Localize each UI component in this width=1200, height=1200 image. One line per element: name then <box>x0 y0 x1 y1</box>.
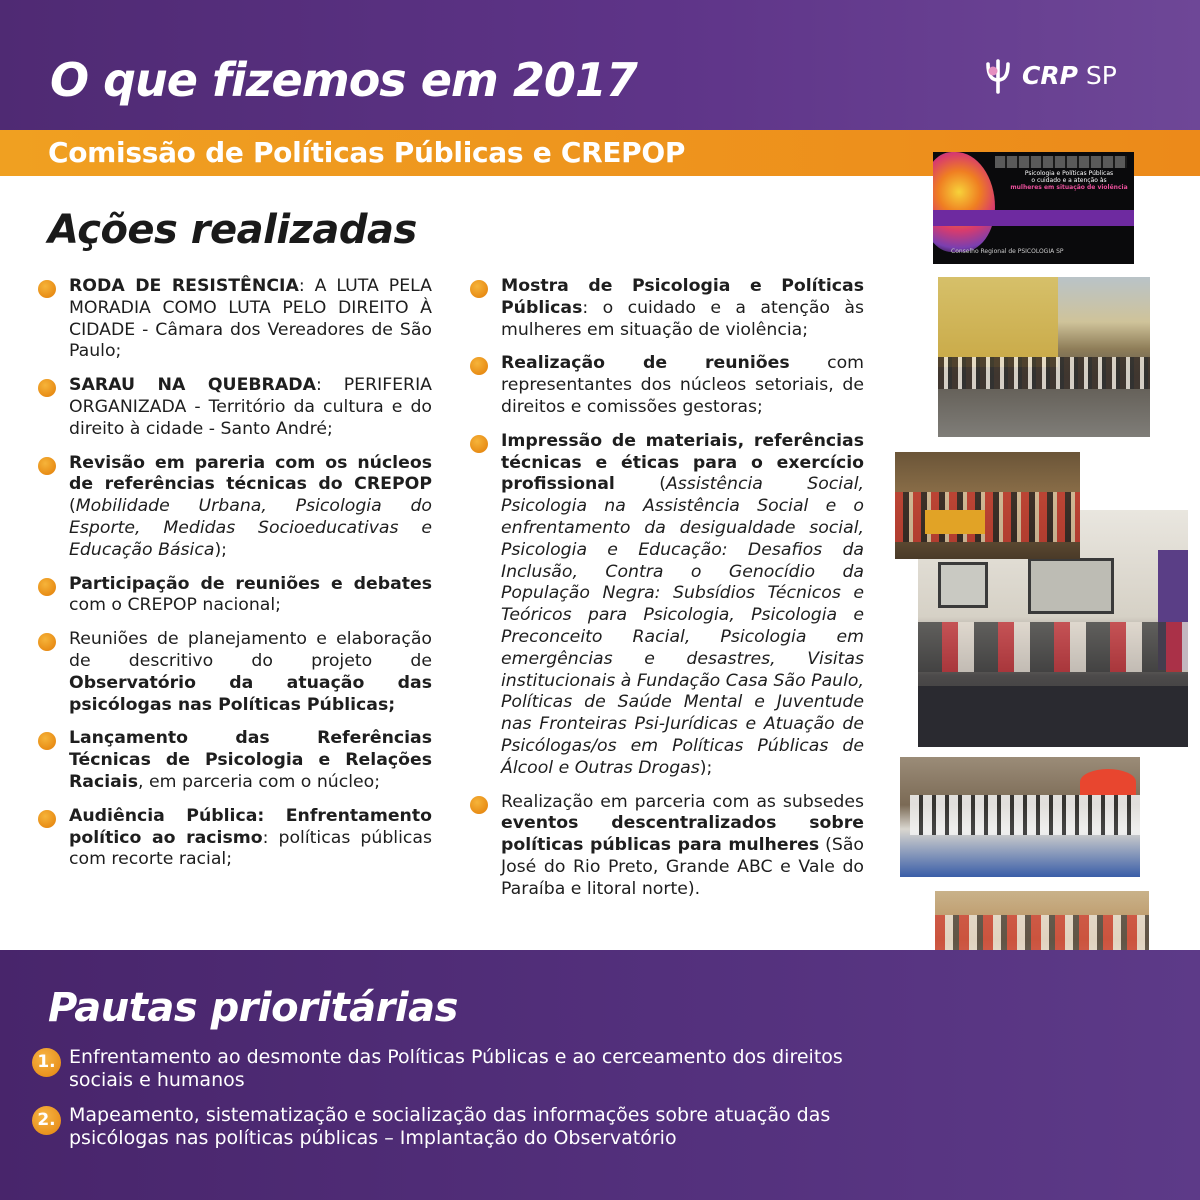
bullet-icon <box>38 732 56 750</box>
action-bold: Audiência Pública: Enfrentamento político ao racismo <box>69 805 432 848</box>
action-bold: eventos descentralizados sobre políticas públicas para mulheres <box>501 813 864 856</box>
action-item <box>470 353 864 418</box>
bullet-icon <box>470 357 488 375</box>
action-bold: Impressão de materiais, referências técnicas e éticas para o exercício profissional <box>501 430 864 495</box>
logo-sp: SP <box>1077 61 1117 90</box>
bullet-icon <box>38 280 56 298</box>
priorities-list <box>32 1046 912 1162</box>
music-event-photo <box>900 757 1140 877</box>
photo-players <box>910 795 1140 835</box>
action-text: ( <box>69 496 76 517</box>
action-text: Realização em parceria com as subsedes <box>501 791 864 812</box>
action-item <box>38 453 432 562</box>
action-text: com representantes dos núcleos setoriais, de direitos e comissões gestoras; <box>501 353 865 417</box>
poster-line: o cuidado e a atenção às <box>1031 177 1107 184</box>
photo-house <box>938 277 1058 367</box>
action-item <box>38 574 432 618</box>
bullet-icon <box>38 633 56 651</box>
action-bold: Mostra de Psicologia e Políticas Públicas <box>501 276 864 318</box>
photo-people <box>895 492 1080 542</box>
actions-title: Ações realizadas <box>48 207 417 253</box>
action-bold: SARAU NA QUEBRADA <box>69 375 316 396</box>
bullet-icon <box>38 578 56 596</box>
priorities-title: Pautas prioritárias <box>48 985 458 1031</box>
action-text: : PERIFERIA ORGANIZADA - Território da cultura e do direito à cidade - Santo André; <box>69 375 432 439</box>
street-gathering-photo <box>938 277 1150 437</box>
poster-head-illustration <box>933 152 995 252</box>
poster-text <box>1009 170 1129 191</box>
priority-number: 1. <box>32 1048 61 1077</box>
action-text: (São José do Rio Preto, Grande ABC e Vale do Paraíba e litoral norte). <box>501 835 864 899</box>
action-italic: Assistência Social, Psicologia na Assistência Social e o enfrentamento da desigualdade social, Psicologia e Educação: Desafios da Inclusão, Contra o Genocídio da População Negra: Subsídios Técnicos e Teóricos para Psicologia, Psicologia e Preconceito Racial, Psicologia em emergências e desastres, Visitas institucionais à Fundação Casa São Paulo, Políticas de Saúde Mental e Juventude nas Fronteiras Psi-Jurídicas e Atuação de Psicólogas/os em Políticas Públicas de Álcool e Outras Drogas <box>501 474 864 778</box>
crp-sp-logo <box>980 58 1117 94</box>
action-italic: Mobilidade Urbana, Psicologia do Esporte, Medidas Socioeducativas e Educação Básica <box>69 496 432 560</box>
photo-banner <box>925 510 985 534</box>
bullet-icon <box>38 810 56 828</box>
photo-umbrella <box>1080 769 1136 795</box>
photo-table-cloth <box>918 686 1188 747</box>
action-bold: Observatório da atuação das psicólogas nas Políticas Públicas; <box>69 672 432 715</box>
poster-line: Psicologia e Políticas Públicas <box>1024 170 1114 177</box>
action-bold: Lançamento das Referências Técnicas de Psicologia e Relações Raciais <box>69 728 432 792</box>
actions-left-column <box>38 276 432 883</box>
psi-logo-icon <box>980 58 1016 94</box>
priority-item <box>32 1104 912 1150</box>
photo-panelists <box>918 622 1188 672</box>
bullet-icon <box>38 379 56 397</box>
action-text: : o cuidado e a atenção às mulheres em situação de violência; <box>501 297 864 340</box>
action-item <box>38 276 432 363</box>
action-bold: Revisão em pareria com os núcleos de referências técnicas do CREPOP <box>69 452 432 495</box>
priority-text: Mapeamento, sistematização e socialização das informações sobre atuação das psicólogas nas políticas públicas – Implantação do Observatório <box>69 1104 831 1149</box>
poster-line: mulheres em situação de violência <box>1010 184 1128 191</box>
action-text: : políticas públicas com recorte racial; <box>69 827 432 870</box>
photo-frame <box>1028 558 1114 614</box>
action-item <box>470 276 864 341</box>
priority-item <box>32 1046 912 1092</box>
logo-crp: CRP <box>1022 61 1078 90</box>
action-item <box>38 375 432 440</box>
group-meeting-photo <box>895 452 1080 559</box>
action-text: ( <box>614 474 666 495</box>
action-bold: Participação de reuniões e debates <box>69 573 432 594</box>
action-item <box>38 728 432 793</box>
photo-crowd <box>938 357 1150 389</box>
priority-number: 2. <box>32 1106 61 1135</box>
action-text: : A LUTA PELA MORADIA COMO LUTA PELO DIREITO À CIDADE - Câmara dos Vereadores de São Paulo; <box>69 276 432 362</box>
photo-frame <box>938 562 988 608</box>
page-title: O que fizemos em 2017 <box>50 53 637 107</box>
action-text: ); <box>214 539 228 560</box>
action-text: ); <box>699 757 713 778</box>
event-poster-image <box>933 152 1134 264</box>
action-bold: RODA DE RESISTÊNCIA <box>69 276 299 296</box>
bullet-icon <box>470 280 488 298</box>
commission-subtitle: Comissão de Políticas Públicas e CREPOP <box>48 136 686 169</box>
poster-faces <box>995 156 1127 168</box>
action-item <box>470 431 864 780</box>
poster-footer: Conselho Regional de PSICOLOGIA SP <box>951 248 1064 255</box>
action-text: , em parceria com o núcleo; <box>138 771 381 792</box>
action-bold: Realização de reuniões <box>501 353 790 374</box>
bullet-icon <box>470 796 488 814</box>
poster-bar <box>933 210 1134 226</box>
logo-text <box>1022 58 1117 94</box>
action-item <box>470 792 864 901</box>
action-text: com o CREPOP nacional; <box>69 595 281 616</box>
priority-text: Enfrentamento ao desmonte das Políticas Públicas e ao cerceamento dos direitos sociais e humanos <box>69 1046 843 1091</box>
actions-right-column <box>470 276 864 913</box>
bullet-icon <box>470 435 488 453</box>
bullet-icon <box>38 457 56 475</box>
action-item <box>38 806 432 871</box>
action-text: Reuniões de planejamento e elaboração de descritivo do projeto de <box>69 629 432 671</box>
action-item <box>38 629 432 716</box>
